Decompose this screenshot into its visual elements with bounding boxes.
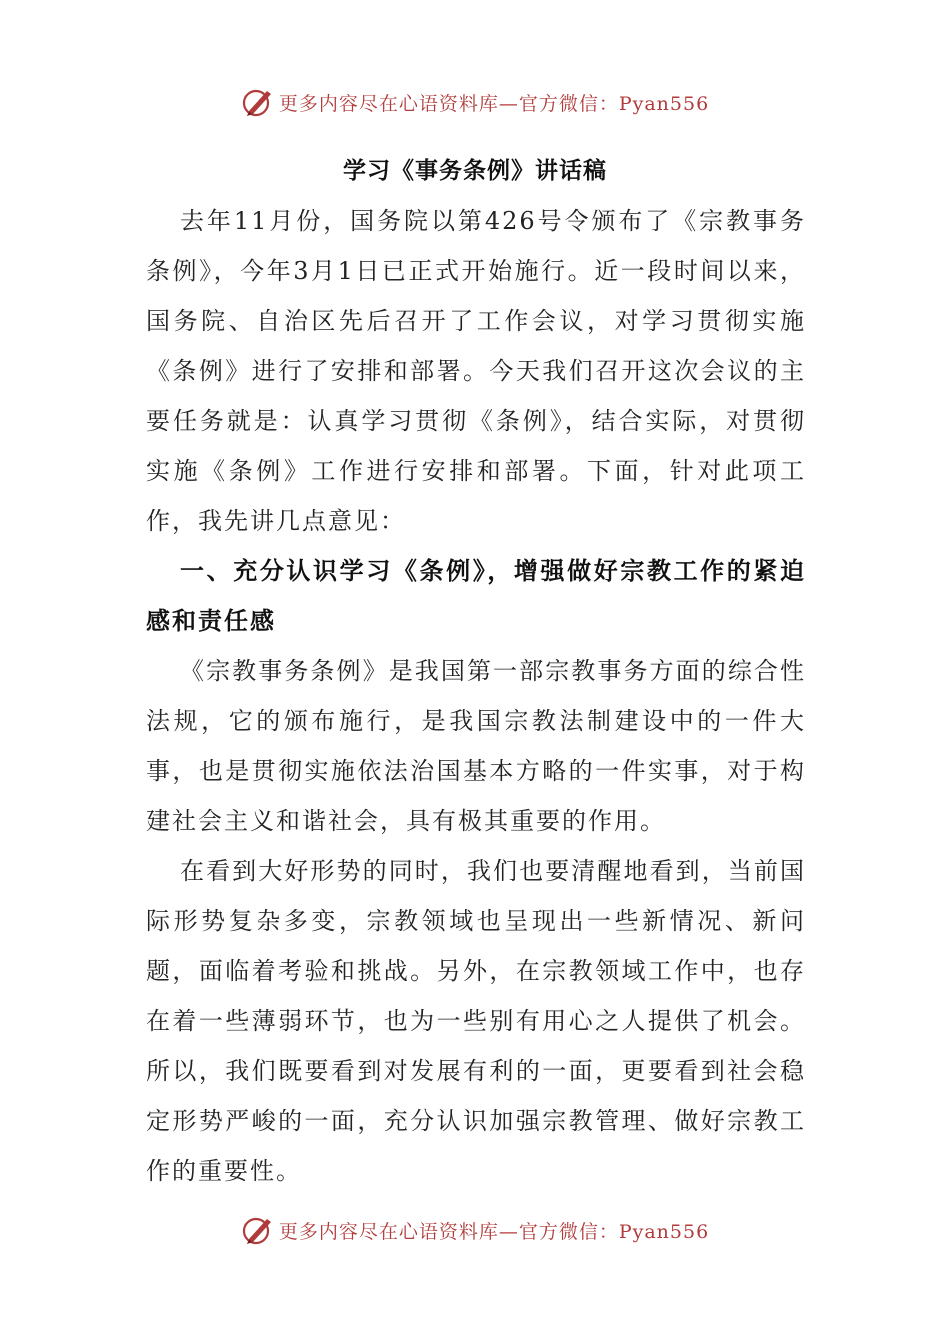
pen-circle-logo-icon <box>241 85 275 119</box>
pen-circle-logo-icon <box>241 1213 275 1247</box>
section-1-paragraph-2: 在看到大好形势的同时，我们也要清醒地看到，当前国际形势复杂多变，宗教领域也呈现出一些新情况、新问题，面临着考验和挑战。另外，在宗教领域工作中，也存在着一些薄弱环节，也为一些别有用心之人提供了机会。所以，我们既要看到对发展有利的一面，更要看到社会稳定形势严峻的一面，充分认识加强宗教管理、做好宗教工作的重要性。 <box>146 857 806 1185</box>
document-body <box>146 196 806 1196</box>
intro-paragraph: 去年11月份，国务院以第426号令颁布了《宗教事务条例》，今年3月1日已正式开始施行。近一段时间以来，国务院、自治区先后召开了工作会议，对学习贯彻实施《条例》进行了安排和部署。今天我们召开这次会议的主要任务就是：认真学习贯彻《条例》，结合实际，对贯彻实施《条例》工作进行安排和部署。下面，针对此项工作，我先讲几点意见： <box>146 207 806 535</box>
document-title: 学习《事务条例》讲话稿 <box>343 158 607 184</box>
section-1-paragraph-1: 《宗教事务条例》是我国第一部宗教事务方面的综合性法规，它的颁布施行，是我国宗教法制建设中的一件大事，也是贯彻实施依法治国基本方略的一件实事，对于构建社会主义和谐社会，具有极其重要的作用。 <box>146 657 806 835</box>
footer-watermark <box>0 1210 950 1250</box>
section-heading-1: 一、充分认识学习《条例》，增强做好宗教工作的紧迫感和责任感 <box>146 557 806 635</box>
watermark-text: 更多内容尽在心语资料库—官方微信：Pyan556 <box>278 1220 710 1243</box>
watermark-text: 更多内容尽在心语资料库—官方微信：Pyan556 <box>278 92 710 115</box>
header-watermark <box>0 82 950 122</box>
